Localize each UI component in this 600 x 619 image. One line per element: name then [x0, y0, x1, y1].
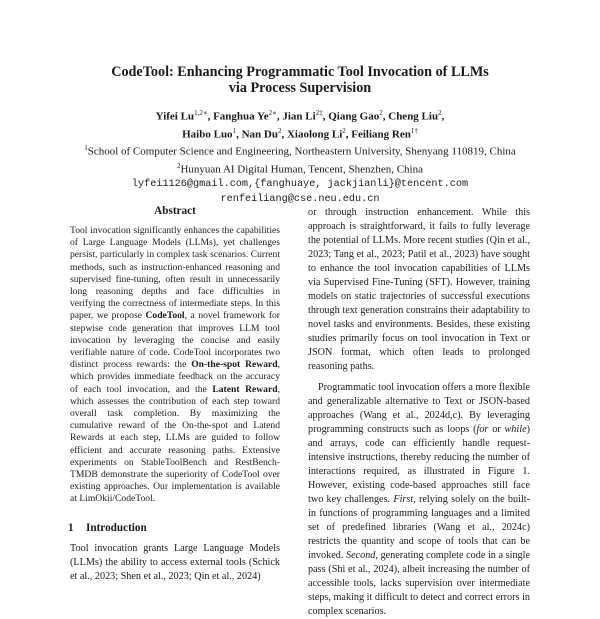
right-column: [308, 206, 530, 619]
author: Xiaolong Li: [286, 128, 343, 141]
left-column: [70, 205, 280, 584]
author: Nan Du: [241, 128, 278, 141]
abstract-text: Tool invocation significantly enhances the capabilities of Large Language Models (LLMs), yet challenges persist, particularly in complex task scenarios. Current methods, such as instruction-enhanced reasoning and supervised fine-tuning, often result in unnecessarily long reasoning depths and face difficulties in verifying the correctness of intermediate steps. In this paper, we propose CodeTool, a novel framework for stepwise code generation that improves LLM tool invocation by leveraging the concise and easily verifiable nature of code. CodeTool incorporates two distinct process rewards: the On-the-spot Reward, which provides immediate feedback on the accuracy of each tool invocation, and the Latent Reward, which assesses the contribution of each step toward overall task completion. By maximizing the cumulative reward of the On-the-spot and Latend Rewards at each step, LLMs are guided to follow efficient and accurate reasoning paths. Extensive experiments on StableToolBench and RestBench-TMDB demonstrate the superiority of CodeTool over existing approaches. Our implementation is available at LimOkii/CodeTool.: [70, 225, 280, 505]
author-list: Yifei $Lu^{1,2∗}$, Fanghua $Ye^{2∗}$, Jian $Li^{2\ddagger}$, Qiang Gao$^2$, Cheng Liu$^2$, Haibo Luo$^1$, Nan Du$^2$, Xiaolong Li$^2$, Feiliang Ren$^{1\dagger}$: [155, 109, 445, 141]
abstract-heading: Abstract: [154, 205, 196, 217]
right-paragraph-1: or through instruction enhancement. While this approach is straightforward, it fails to fully leverage the potential of LLMs. More recent studies (Qin et al., 2023; Tang et al., 2023; Patil et al., 2023) have sought to enhance the tool invocation capabilities of LLMs via Supervised Fine-Tuning (SFT). However, training models on static trajectories of successful executions through text generation constrains their adaptability to novel tasks and environments. Besides, these existing studies primarily focus on tool invocation in Text or JSON format, which often leads to prolonged reasoning paths.: [308, 207, 530, 372]
author-emails-line-1: lyfei1126@gmail.com,{fanghuaye, jackjianli}@tencent.com: [131, 178, 469, 190]
title-block: [40, 64, 560, 207]
author: Haibo Luo: [182, 128, 233, 141]
affiliation-1: $^1$School of Computer Science and Engineering, Northeastern University, Shenyang 110819, China: [84, 144, 516, 158]
section-heading-introduction: 1 Introduction: [68, 521, 147, 534]
paper-title: CodeTool: Enhancing Programmatic Tool Invocation of LLMs via Process Supervision: [111, 64, 489, 96]
author: Cheng Liu: [388, 110, 439, 123]
author-emails-line-2: renfeiliang@cse.neu.edu.cn: [220, 193, 380, 205]
author: Jian Li: [282, 110, 316, 123]
author: Fanghua Ye: [213, 110, 269, 123]
right-paragraph-2: Programmatic tool invocation offers a more flexible and generalizable alternative to Text or JSON-based approaches (Wang et al., 2024d,c). By leveraging programming constructs such as loops (for or while) and arrays, code can efficiently handle request-intensive instructions, thereby reducing the number of interactions required, as illustrated in Figure 1. However, existing code-based approaches still face two key challenges. First, relying solely on the built-in functions of programming languages and a limited set of predefined libraries (Wang et al., 2024c) restricts the quantity and scope of tools that can be invoked. Second, generating complete code in a single pass (Shi et al., 2024), albeit increasing the number of accessible tools, lacks supervision over intermediate steps, making it difficult to detect and correct errors in complex scenarios.: [308, 382, 530, 617]
affiliation-2: $^2$Hunyuan AI Digital Human, Tencent, Shenzhen, China: [176, 161, 423, 176]
intro-paragraph: Tool invocation grants Large Language Models (LLMs) the ability to access external tools (Schick et al., 2023; Shen et al., 2023; Qin et al., 2024): [70, 542, 280, 582]
author: Qiang Gao: [328, 110, 380, 123]
author: Feiliang Ren: [351, 128, 411, 141]
author: Yifei Lu: [155, 110, 195, 123]
